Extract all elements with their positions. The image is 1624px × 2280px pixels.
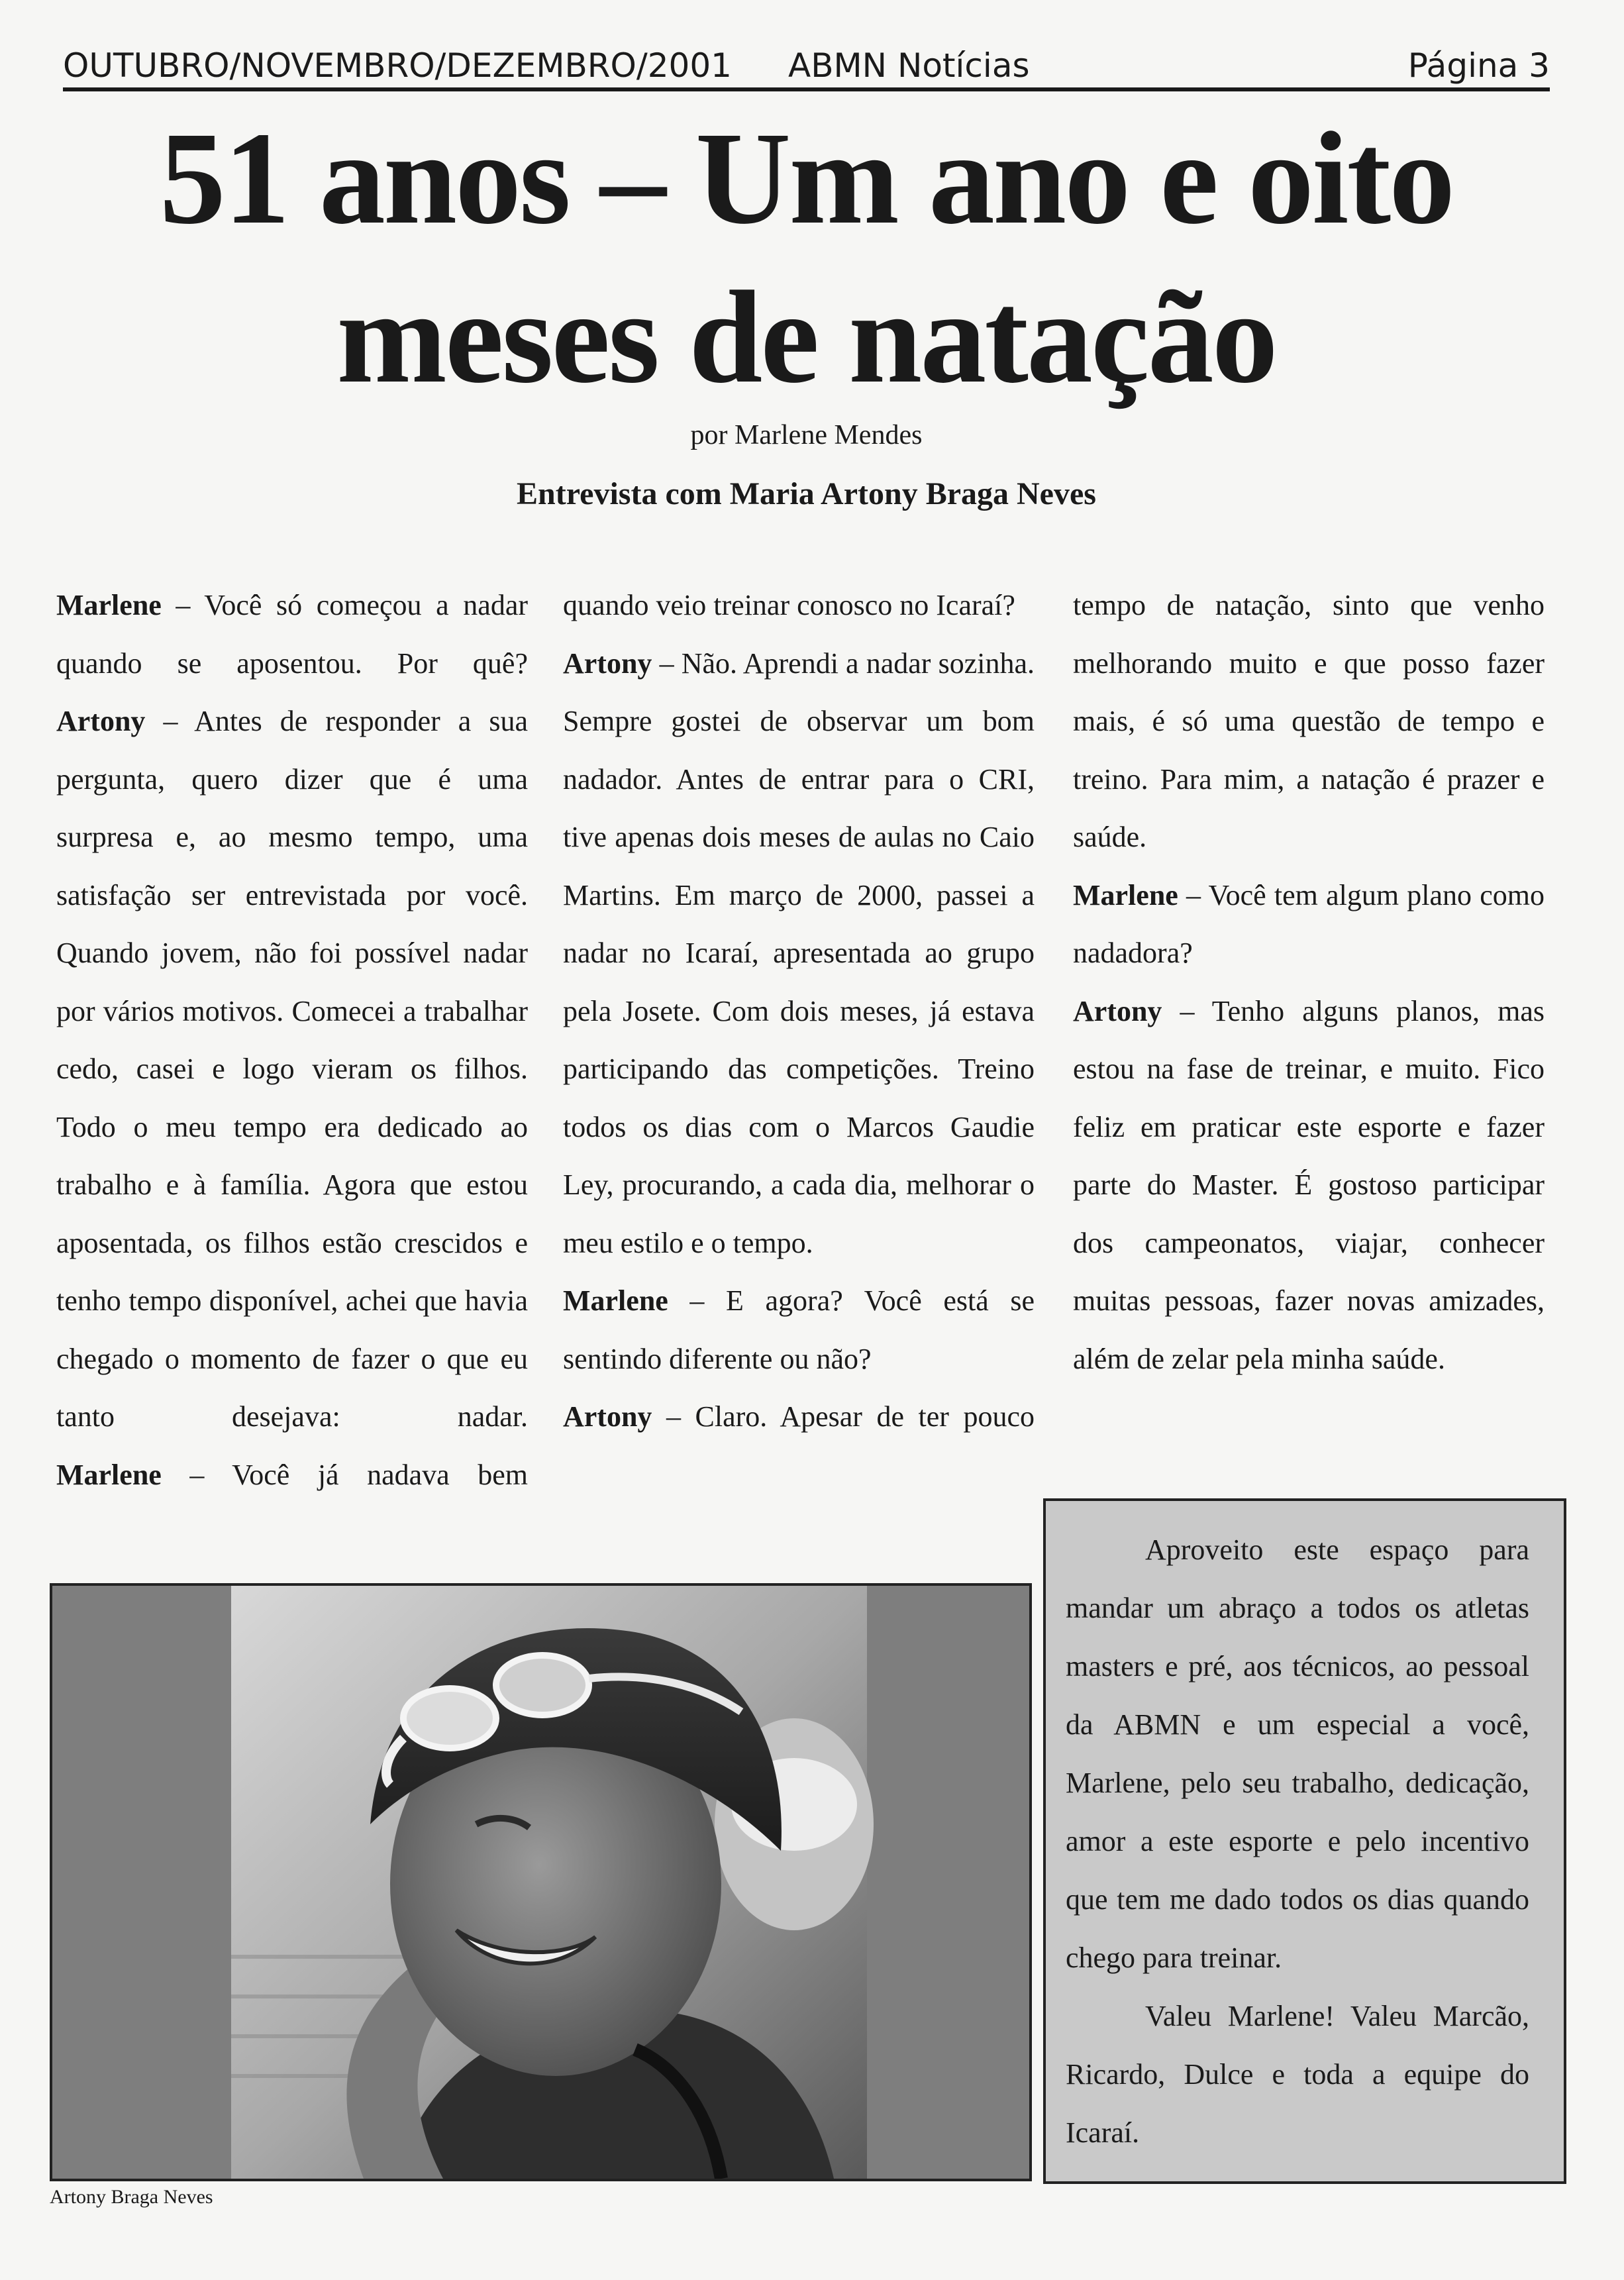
answer-3-end: tempo de natação, sinto que venho melhorando muito e que posso fazer mais, é só uma questão de tempo e treino. Para mim, a natação é prazer e saúde.	[1073, 589, 1545, 853]
question-3: Marlene – E agora? Você está se sentindo diferente ou não?	[563, 1284, 1035, 1375]
page-header	[63, 33, 1550, 91]
answer-1: Artony – Antes de responder a sua pergunta, quero dizer que é uma surpresa e, ao mesmo tempo, uma satisfação ser entrevistada por você. Quando jovem, não foi possível nadar por vários motivos. Comecei a trabalhar cedo, casei e logo vieram os filhos. Todo o meu tempo era dedicado ao trabalho e à família. Agora que estou aposentada, os filhos estão crescidos e tenho tempo disponível, achei que havia chegado o momento de fazer o que eu tanto desejava: nadar.	[56, 705, 529, 1433]
text-column-2	[563, 576, 1035, 1446]
box-paragraph-1: Aproveito este espaço para mandar um abraço a todos os atletas masters e pré, aos técnicos, ao pessoal da ABMN e um especial a você, Marlene, pelo seu trabalho, dedicação, amor a este esporte e pelo incentivo que tem me dado todos os dias quando chego para treinar.	[1066, 1533, 1529, 1974]
title-line-1: 51 anos – Um ano e oito	[159, 105, 1454, 252]
question-2-start: Marlene – Você já nadava bem	[56, 1458, 528, 1491]
speaker-label: Artony	[1073, 994, 1162, 1027]
issue-date: OUTUBRO/NOVEMBRO/DEZEMBRO/2001	[63, 46, 732, 85]
publication-name: ABMN Notícias	[788, 46, 1030, 85]
answer-4: Artony – Tenho alguns planos, mas estou na fase de treinar, e muito. Fico feliz em praticar este esporte e fazer parte do Master. É gostoso participar dos campeonatos, viajar, conhecer muitas pessoas, fazer novas amizades, além de zelar pela minha saúde.	[1073, 994, 1545, 1375]
photo-caption: Artony Braga Neves	[50, 2186, 213, 2208]
speaker-label: Marlene	[56, 1458, 162, 1491]
speaker-label: Marlene	[1073, 878, 1178, 911]
speaker-label: Marlene	[56, 589, 162, 621]
speaker-label: Artony	[563, 1400, 652, 1433]
article-title	[63, 99, 1550, 417]
question-1: Marlene – Você só começou a nadar quando se aposentou. Por quê?	[56, 589, 528, 680]
answer-2: Artony – Não. Aprendi a nadar sozinha. Sempre gostei de observar um bom nadador. Antes de entrar para o CRI, tive apenas dois meses de aulas no Caio Martins. Em março de 2000, passei a nadar no Icaraí, apresentada ao grupo pela Josete. Com dois meses, já estava participando das competições. Treino todos os dias com o Marcos Gaudie Ley, procurando, a cada dia, melhorar o meu estilo e o tempo.	[563, 647, 1035, 1259]
answer-3-start: Artony – Claro. Apesar de ter pouco	[563, 1400, 1035, 1433]
text-column-1	[56, 576, 528, 1504]
speaker-label: Artony	[563, 647, 652, 680]
question-4: Marlene – Você tem algum plano como nadadora?	[1073, 878, 1545, 969]
byline: por Marlene Mendes	[690, 420, 923, 450]
speaker-label: Artony	[56, 705, 146, 737]
swimmer-photo-illustration	[52, 1586, 1029, 2179]
page-number: Página 3	[1407, 46, 1550, 85]
title-line-2: meses de natação	[336, 264, 1276, 411]
box-paragraph-2: Valeu Marlene! Valeu Marcão, Ricardo, Dulce e toda a equipe do Icaraí.	[1066, 2000, 1529, 2149]
swimmer-photo	[50, 1583, 1032, 2181]
text-column-3	[1073, 576, 1545, 1388]
speaker-label: Marlene	[563, 1284, 668, 1317]
question-2-end: quando veio treinar conosco no Icaraí?	[563, 589, 1015, 621]
acknowledgement-box	[1043, 1498, 1566, 2184]
interview-subtitle: Entrevista com Maria Artony Braga Neves	[517, 476, 1096, 511]
